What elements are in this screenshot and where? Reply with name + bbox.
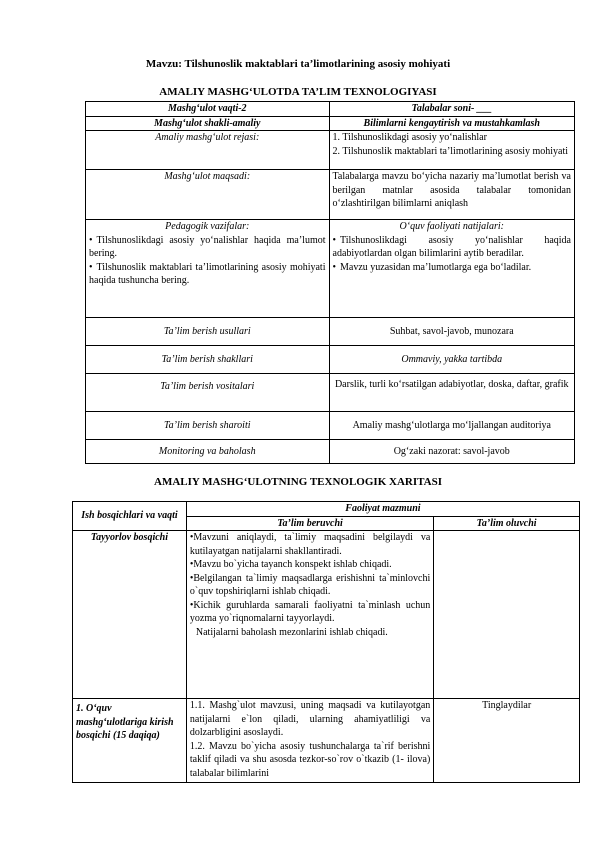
tools-label: Ta’lim berish vositalari: [86, 374, 330, 412]
col-teacher-header: Ta’lim beruvchi: [186, 516, 433, 531]
technology-table: [85, 101, 575, 464]
bullet-icon: •: [189, 572, 194, 584]
bullet-icon: •: [89, 234, 93, 246]
plan-label: Amaliy mashg‘ulot rejasi:: [86, 131, 330, 170]
form-value: Bilimlarni kengaytirish va mustahkamlash: [329, 116, 575, 131]
paragraph: 1.1. Mashg`ulot mavzusi, uning maqsadi va kutilayotgan natijalarni e`lon qiladi, ularning ahamiyatliligi va dolzarbligini asoslaydi.: [189, 700, 431, 738]
form-label: Mashg‘ulot shakli-amaliy: [86, 116, 330, 131]
monitoring-label: Monitoring va baholash: [86, 440, 330, 464]
ped-label: Pedagogik vazifalar:: [165, 221, 250, 232]
introduction-content: [186, 699, 433, 783]
list-item: •Belgilangan ta`limiy maqsadlarga erishishni ta`minlovchi o`quv topshiriqlarni ishlab chiqadi.: [189, 572, 431, 597]
technological-map-table: [72, 501, 580, 783]
stage-preparation: Tayyorlov bosqichi: [73, 531, 187, 699]
results-label: O‘quv faoliyati natijalari:: [399, 221, 504, 232]
forms-value: Ommaviy, yakka tartibda: [329, 346, 575, 374]
bullet-icon: •: [89, 261, 93, 273]
plan-item: 1. Tilshunoslikdagi asosiy yo‘nalishlar: [332, 132, 487, 143]
goal-value: Talabalarga mavzu bo‘yicha nazariy ma’lumotlat berish va berilgan matnlar asosida talabalar tomonidan o‘zlashtirilgan bilimlarni aniqlash: [329, 170, 575, 220]
list-item: •Kichik guruhlarda samarali faoliyatni ta`minlash uchun yozma yo`riqnomalarni tayyorlaydi.: [189, 599, 431, 624]
methods-label: Ta’lim berish usullari: [86, 318, 330, 346]
goal-label: Mashg‘ulot maqsadi:: [86, 170, 330, 220]
monitoring-value: Og‘zaki nazorat: savol-javob: [329, 440, 575, 464]
ped-item: • Tilshunoslik maktablari ta’limotlarining asosiy mohiyati haqida tushuncha bering.: [89, 261, 326, 286]
document-title: Mavzu: Tilshunoslik maktablari ta’limotlarining asosiy mohiyati: [145, 58, 451, 70]
bullet-icon: •: [332, 261, 337, 273]
list-item: •Mavzu bo`yicha tayanch konspekt ishlab chiqadi.: [189, 559, 392, 570]
methods-value: Suhbat, savol-javob, munozara: [329, 318, 575, 346]
col-stages-header: Ish bosqichlari va vaqti: [73, 502, 187, 531]
list-item: Natijalarni baholash mezonlarini ishlab chiqadi.: [195, 626, 388, 638]
duration-label: Mashg‘ulot vaqti-2: [86, 102, 330, 117]
preparation-student: [434, 531, 580, 699]
conditions-label: Ta’lim berish sharoiti: [86, 412, 330, 440]
forms-label: Ta’lim berish shakllari: [86, 346, 330, 374]
stage-introduction: 1. O‘quv mashg‘ulotlariga kirish bosqichi (15 daqiqa): [73, 699, 187, 783]
ped-item: • Tilshunoslikdagi asosiy yo‘nalishlar haqida ma’lumot bering.: [89, 234, 326, 259]
map-heading: AMALIY MASHG‘ULOTNING TEXNOLOGIK XARITASI: [154, 476, 442, 488]
conditions-value: Amaliy mashg‘ulotlarga mo‘ljallangan auditoriya: [329, 412, 575, 440]
students-label: Talabalar soni- ___: [329, 102, 575, 117]
pedagogical-tasks-cell: [86, 220, 330, 318]
bullet-icon: •: [189, 559, 194, 570]
col-content-header: Faoliyat mazmuni: [186, 502, 579, 517]
plan-items: [329, 131, 575, 170]
plan-item: 2. Tilshunoslik maktablari ta’limotlarining asosiy mohiyati: [332, 145, 569, 157]
preparation-content: [186, 531, 433, 699]
tech-heading: AMALIY MASHG‘ULOTDA TA’LIM TEXNOLOGIYASI: [159, 86, 437, 98]
bullet-icon: •: [189, 599, 194, 611]
introduction-student: Tinglaydilar: [434, 699, 580, 783]
bullet-icon: •: [332, 234, 337, 246]
result-item: • Tilshunoslikdagi asosiy yo‘nalishlar haqida adabiyotlardan olgan bilimlarini aytib beradilar.: [332, 234, 571, 259]
list-item: •Mavzuni aniqlaydi, ta`limiy maqsadini belgilaydi va kutilayatgan natijalarni shakllantiradi.: [189, 532, 431, 557]
bullet-icon: •: [189, 532, 194, 543]
learning-results-cell: [329, 220, 575, 318]
col-student-header: Ta’lim oluvchi: [434, 516, 580, 531]
paragraph: 1.2. Mavzu bo`yicha asosiy tushunchalarga ta`rif berishni taklif qiladi va shu asosda tezkor-so`rov o`tkazib (1- ilova) talabalar bilimlarini: [189, 740, 431, 779]
result-item: • Mavzu yuzasidan ma’lumotlarga ega bo‘ladilar.: [332, 261, 532, 273]
tools-value: Darslik, turli ko‘rsatilgan adabiyotlar, doska, daftar, grafik: [329, 374, 575, 412]
